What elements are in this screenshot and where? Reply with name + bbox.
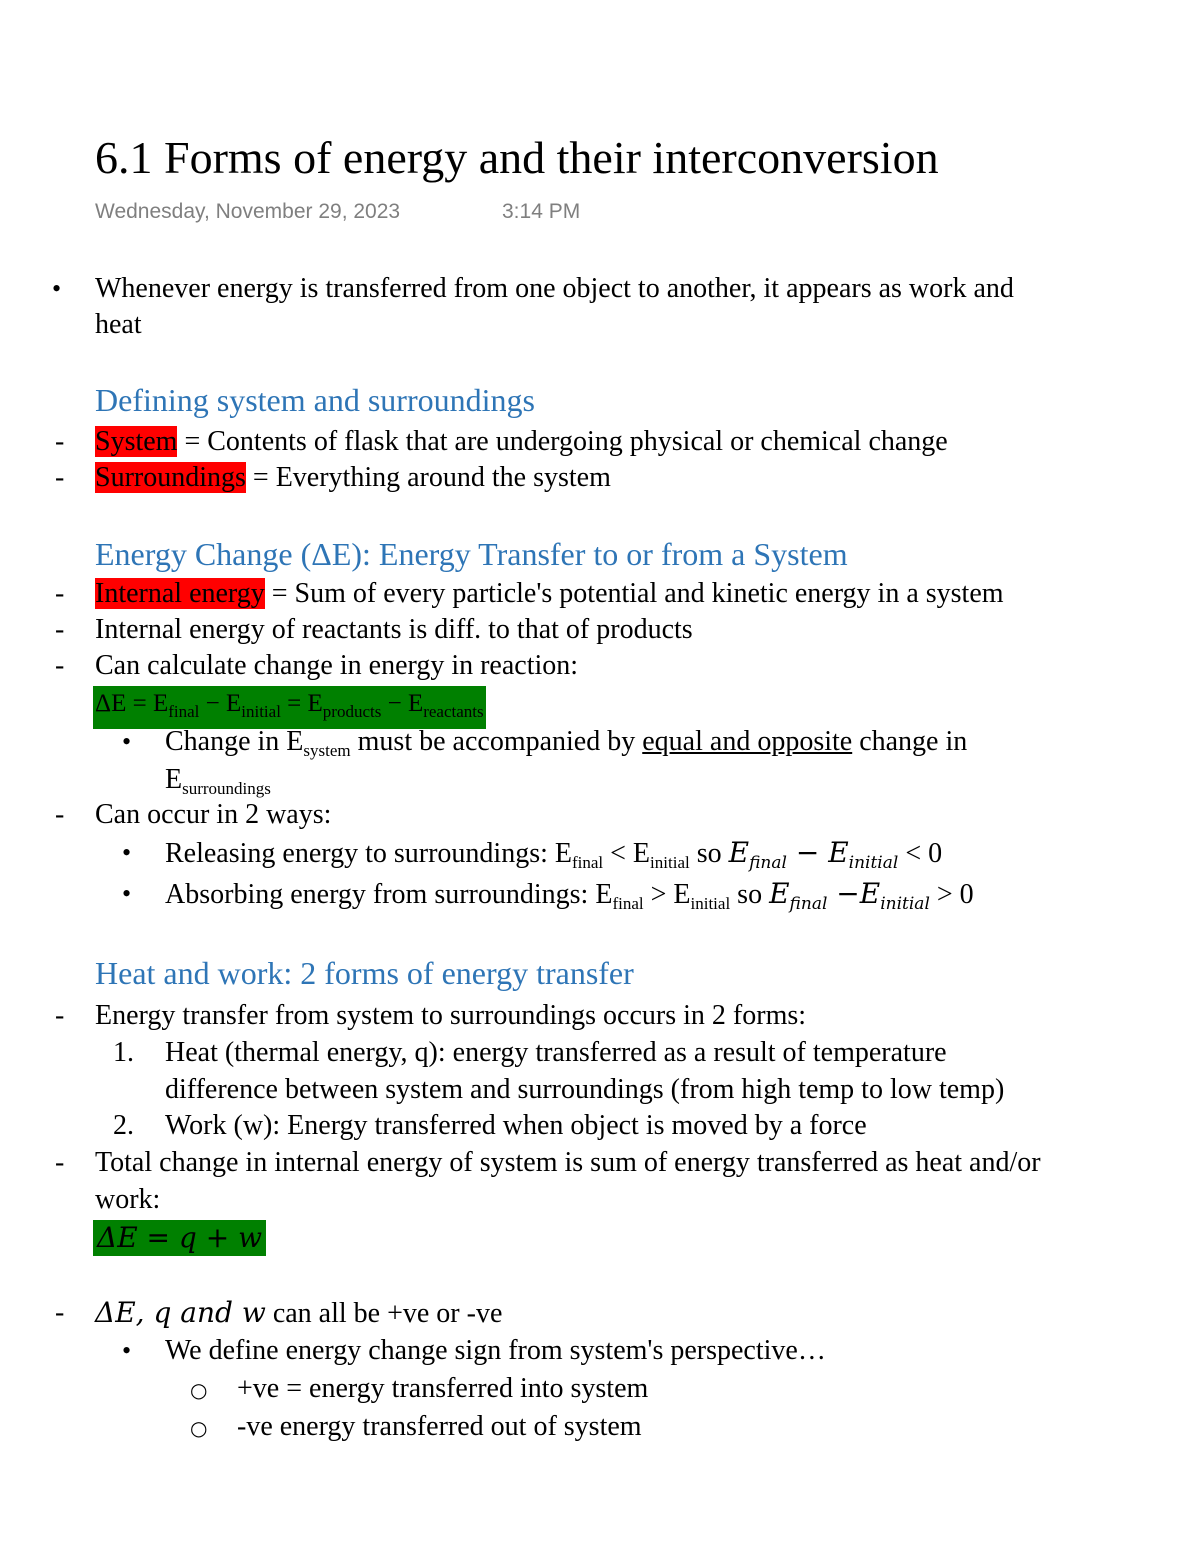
bullet-dot: •: [122, 1336, 132, 1365]
first-law-equation: ΔE = q + w: [93, 1220, 266, 1256]
list-number-1: 1.: [113, 1037, 134, 1068]
bullet-dot: •: [122, 879, 132, 908]
bullet-dot: •: [122, 838, 132, 867]
system-change-note: Change in $E_{system}$ must be accompanied by equal and opposite change in: [165, 726, 968, 760]
highlight-system: System: [95, 426, 178, 457]
page-date: Wednesday, November 29, 2023: [95, 200, 401, 223]
total-change-note-1: Total change in internal energy of system is sum of energy transferred as heat and/or: [95, 1147, 1041, 1178]
occur-ways-note: Can occur in 2 ways:: [95, 799, 332, 830]
dash-marker: -: [55, 462, 65, 493]
negative-sign-note: -ve energy transferred out of system: [237, 1411, 642, 1442]
dash-marker: -: [55, 799, 65, 830]
highlight-surroundings: Surroundings: [95, 462, 246, 493]
circle-bullet: ○: [190, 1416, 208, 1440]
heat-definition-2: difference between system and surroundings (from high temp to low temp): [165, 1074, 1005, 1105]
sign-note: ΔE, q and w can all be +ve or -ve: [95, 1296, 503, 1329]
highlight-internal-energy: Internal energy: [95, 578, 265, 609]
page-title: 6.1 Forms of energy and their interconversion: [95, 132, 939, 183]
section-heading-heat-work: Heat and work: 2 forms of energy transfer: [95, 955, 634, 991]
intro-line-1: Whenever energy is transferred from one object to another, it appears as work and: [95, 273, 1014, 304]
system-change-note-2: $E_{surroundings}$: [165, 764, 271, 798]
energy-change-equation: $\Delta E = E_{final} - E_{initial} = E_{products} - E_{reactants}$: [93, 686, 486, 729]
total-change-note-2: work:: [95, 1184, 161, 1215]
list-number-2: 2.: [113, 1110, 134, 1141]
releasing-energy: Releasing energy to surroundings: $E_{final} < E_{initial}$ so $E_{final} - E_{initial} < 0$: [165, 836, 943, 873]
calc-change-note: Can calculate change in energy in reaction:: [95, 650, 579, 681]
transfer-forms-note: Energy transfer from system to surroundings occurs in 2 forms:: [95, 1000, 807, 1031]
page-time: 3:14 PM: [502, 200, 581, 223]
dash-marker: -: [55, 614, 65, 645]
bullet-dot: •: [52, 274, 62, 303]
internal-energy-note: Internal energy of reactants is diff. to that of products: [95, 614, 693, 645]
system-definition: System = Contents of flask that are undergoing physical or chemical change: [95, 426, 948, 457]
positive-sign-note: +ve = energy transferred into system: [237, 1373, 649, 1404]
absorbing-energy: Absorbing energy from surroundings: $E_{final} > E_{initial}$ so $E_{final} -E_{initial} > 0$: [165, 877, 974, 914]
section-heading-system: Defining system and surroundings: [95, 382, 535, 418]
dash-marker: -: [55, 578, 65, 609]
surroundings-definition: Surroundings = Everything around the system: [95, 462, 611, 493]
section-heading-energy-change: Energy Change (ΔE): Energy Transfer to or from a System: [95, 536, 848, 572]
bullet-dot: •: [122, 727, 132, 756]
dash-marker: -: [55, 650, 65, 681]
work-definition: Work (w): Energy transferred when object is moved by a force: [165, 1110, 867, 1141]
dash-marker: -: [55, 1000, 65, 1031]
dash-marker: -: [55, 426, 65, 457]
dash-marker: -: [55, 1147, 65, 1178]
heat-definition-1: Heat (thermal energy, q): energy transferred as a result of temperature: [165, 1037, 947, 1068]
sign-convention-note: We define energy change sign from system's perspective…: [165, 1335, 826, 1366]
dash-marker: -: [55, 1297, 65, 1328]
intro-line-2: heat: [95, 309, 142, 340]
circle-bullet: ○: [190, 1378, 208, 1402]
internal-energy-definition: Internal energy = Sum of every particle's potential and kinetic energy in a system: [95, 578, 1004, 609]
